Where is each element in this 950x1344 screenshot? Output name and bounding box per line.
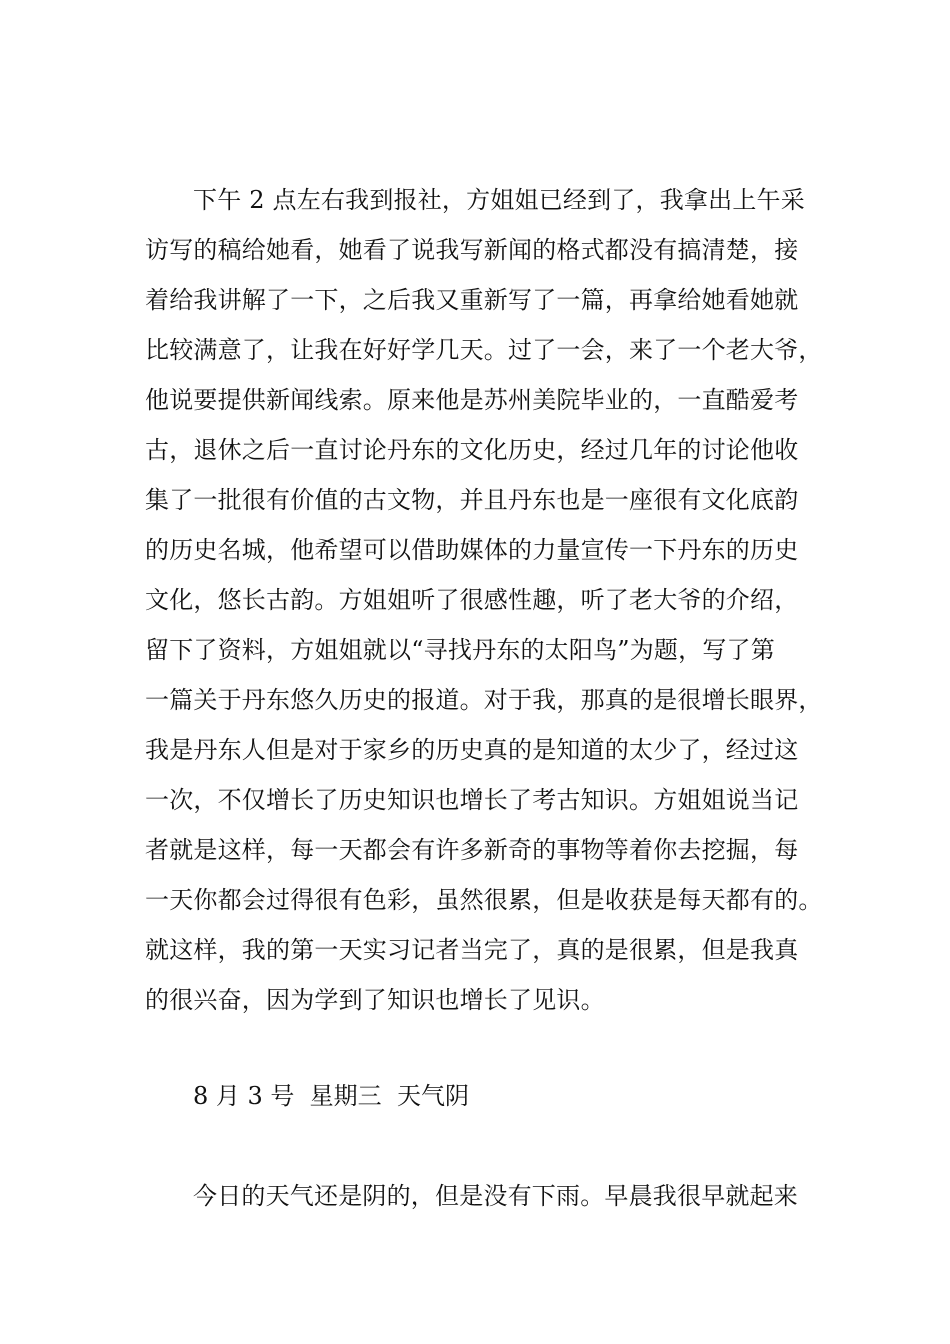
- paragraph-line: 他说要提供新闻线索。原来他是苏州美院毕业的，一直酷爱考: [145, 386, 799, 414]
- paragraph-line: 一篇关于丹东悠久历史的报道。对于我，那真的是很增长眼界，: [145, 686, 823, 714]
- paragraph-line: 下午 2 点左右我到报社，方姐姐已经到了，我拿出上午采: [193, 186, 805, 214]
- paragraph-line: 的历史名城，他希望可以借助媒体的力量宣传一下丹东的历史: [145, 536, 799, 564]
- paragraph-line: 古，退休之后一直讨论丹东的文化历史，经过几年的讨论他收: [145, 436, 799, 464]
- paragraph-line: 文化，悠长古韵。方姐姐听了很感性趣，听了老大爷的介绍，: [145, 586, 799, 614]
- paragraph-line: 就这样，我的第一天实习记者当完了，真的是很累，但是我真: [145, 936, 799, 964]
- paragraph-line: 的很兴奋，因为学到了知识也增长了见识。: [145, 986, 605, 1014]
- paragraph-line: 着给我讲解了一下，之后我又重新写了一篇，再拿给她看她就: [145, 286, 799, 314]
- paragraph-line: 集了一批很有价值的古文物，并且丹东也是一座很有文化底韵: [145, 486, 799, 514]
- paragraph-line: 者就是这样，每一天都会有许多新奇的事物等着你去挖掘，每: [145, 836, 799, 864]
- paragraph-line: 我是丹东人但是对于家乡的历史真的是知道的太少了，经过这: [145, 736, 799, 764]
- paragraph-line: 今日的天气还是阴的，但是没有下雨。早晨我很早就起来: [193, 1182, 798, 1210]
- date-heading: 8 月 3 号 星期三 天气阴: [193, 1082, 469, 1110]
- paragraph-line: 一次，不仅增长了历史知识也增长了考古知识。方姐姐说当记: [145, 786, 799, 814]
- paragraph-line: 留下了资料，方姐姐就以“寻找丹东的太阳鸟”为题，写了第: [145, 636, 775, 664]
- paragraph-line: 一天你都会过得很有色彩，虽然很累，但是收获是每天都有的。: [145, 886, 823, 914]
- paragraph-line: 访写的稿给她看，她看了说我写新闻的格式都没有搞清楚，接: [145, 236, 799, 264]
- paragraph-line: 比较满意了，让我在好好学几天。过了一会，来了一个老大爷，: [145, 336, 823, 364]
